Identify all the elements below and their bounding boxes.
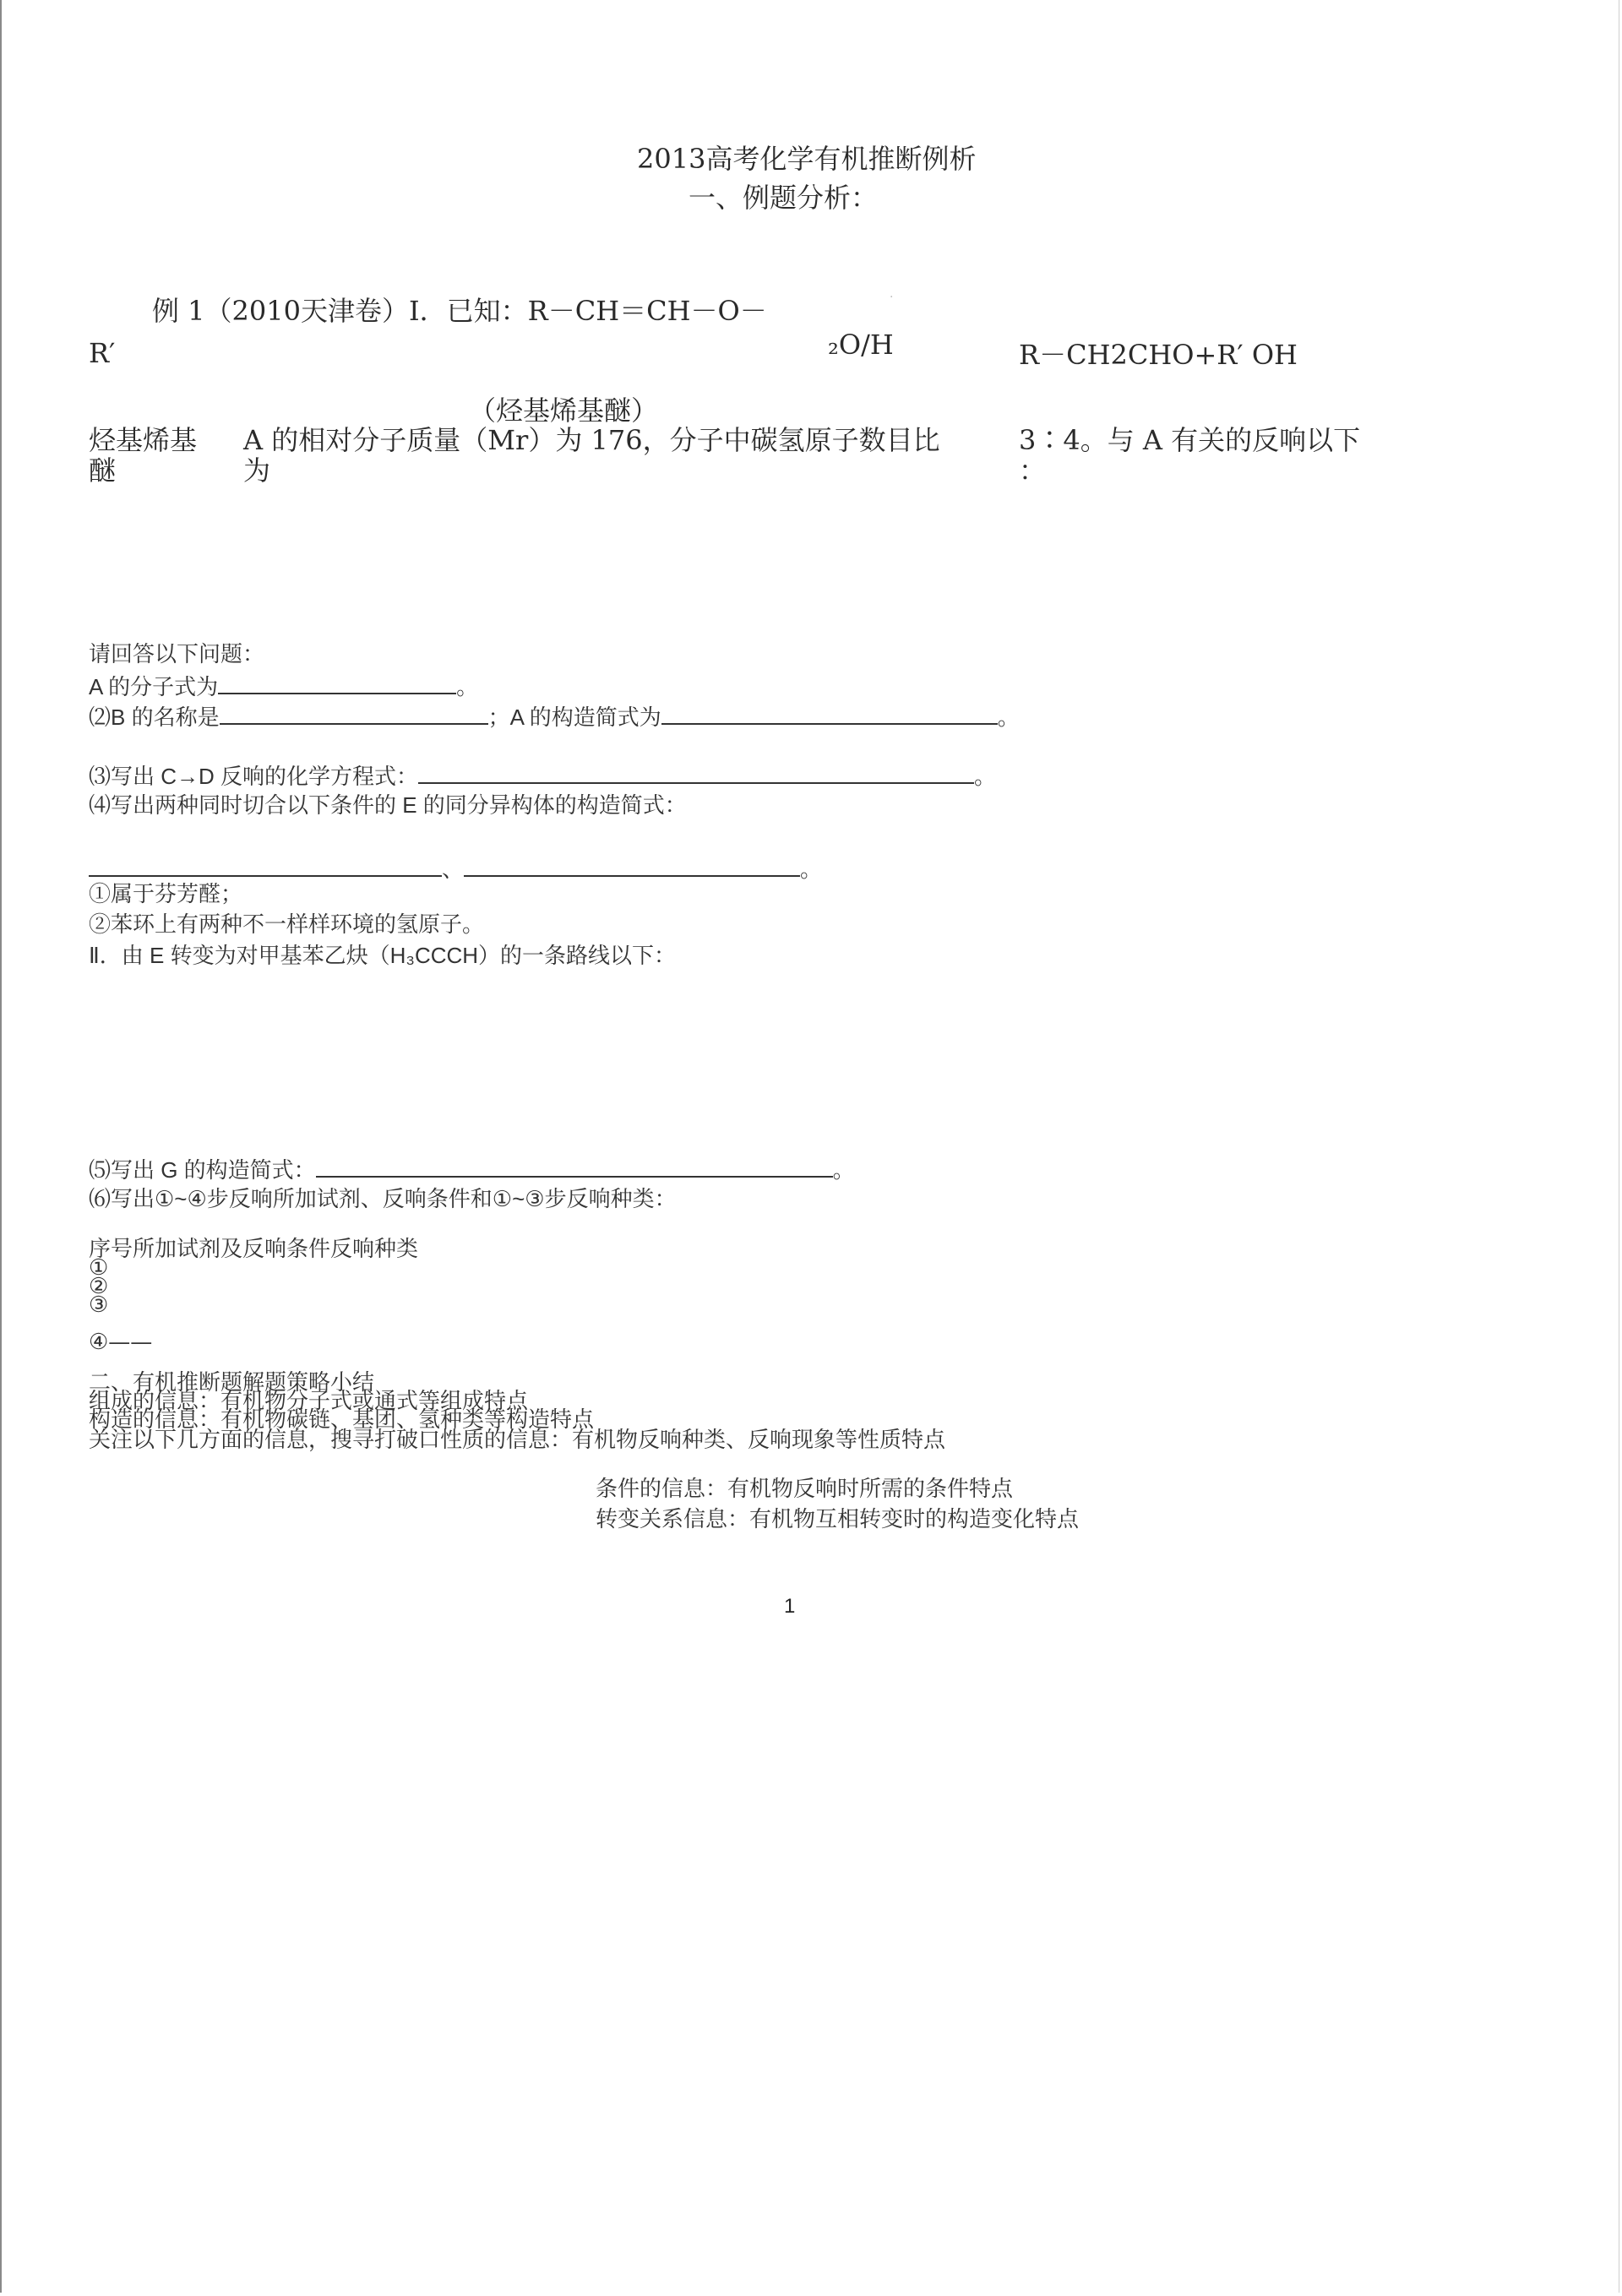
question-5-text: ⑸写出 G 的构造简式： xyxy=(89,1157,316,1183)
question-3-text: ⑶写出 C→D 反响的化学方程式： xyxy=(89,764,419,789)
questions-intro: 请回答以下问题： xyxy=(89,642,265,667)
page-number: 1 xyxy=(784,1595,796,1618)
answer-blank-2a[interactable] xyxy=(220,705,488,725)
question-6: ⑹写出①~④步反响所加试剂、反响条件和①~③步反响种类： xyxy=(89,1186,677,1211)
ether-label: （烃基烯基醚） xyxy=(469,394,659,427)
part-2-intro: Ⅱ．由 E 转变为对甲基苯乙炔（H₃CCCH）的一条路线以下： xyxy=(89,943,677,968)
reaction-product: R－CH2CHO+R′ OH xyxy=(1019,339,1298,371)
question-2-text-a: ⑵B 的名称是 xyxy=(89,705,220,730)
summary-line-transformation: 转变关系信息：有机物互相转变时的构造变化特点 xyxy=(596,1507,1080,1532)
condition-2: ②苯环上有两种不一样样环境的氢原子。 xyxy=(89,912,485,938)
section-heading-2: 二、有机推断题解题策略小结 xyxy=(89,1370,375,1396)
question-2-text-b: ；A 的构造简式为 xyxy=(487,705,661,730)
summary-line-properties: 关注以下几方面的信息，搜寻打破口性质的信息：有机物反响种类、反响现象等性质特点 xyxy=(89,1428,946,1453)
answer-blank-2b[interactable] xyxy=(661,705,998,725)
reaction-reagent: ₂O/H xyxy=(828,329,894,361)
table-row-2: ② xyxy=(89,1274,109,1299)
condition-1: ①属于芬芳醛； xyxy=(89,882,243,907)
table-row-1: ① xyxy=(89,1255,109,1281)
table-row-4: ④—— xyxy=(89,1330,153,1355)
mass-statement-line-1: A 的相对分子质量（Mr）为 176，分子中碳氢原子数目比 xyxy=(243,424,940,456)
question-4-answers: 、 。 xyxy=(89,857,822,880)
faint-mark: · xyxy=(890,291,894,304)
ether-col-line-2: 醚 xyxy=(89,454,117,487)
ether-col-line-1: 烃基烯基 xyxy=(89,424,198,456)
question-1: A 的分子式为 。 xyxy=(89,674,479,699)
question-5: ⑸写出 G 的构造简式： 。 xyxy=(89,1157,855,1183)
table-header: 序号所加试剂及反响条件反响种类 xyxy=(89,1237,419,1262)
document-title: 2013高考化学有机推断例析 xyxy=(637,143,977,175)
answer-blank-4a[interactable] xyxy=(89,857,442,877)
r-prime: R′ xyxy=(89,337,116,369)
table-row-3: ③ xyxy=(89,1292,109,1318)
answer-blank-4b[interactable] xyxy=(464,857,800,877)
mass-statement-line-2: 为 xyxy=(243,454,271,487)
summary-line-composition: 组成的信息：有机物分子式或通式等组成特点 xyxy=(89,1389,529,1414)
question-2: ⑵B 的名称是 ；A 的构造简式为 。 xyxy=(89,705,1020,730)
ratio-statement-line-1: 3∶4。与 A 有关的反响以下 xyxy=(1019,424,1361,456)
example-line-1: 例 1（2010天津卷）Ⅰ．已知：R－CH＝CH－O－ xyxy=(152,295,767,327)
question-1-text: A 的分子式为 xyxy=(89,674,219,699)
ratio-statement-line-2: ： xyxy=(1019,454,1047,487)
answer-blank-3[interactable] xyxy=(418,764,974,784)
question-4: ⑷写出两种同时切合以下条件的 E 的同分异构体的构造简式： xyxy=(89,792,687,818)
summary-line-structure: 构造的信息：有机物碳链、基团、氢种类等构造特点 xyxy=(89,1407,595,1433)
question-3: ⑶写出 C→D 反响的化学方程式： 。 xyxy=(89,764,997,789)
section-heading-1: 一、例题分析： xyxy=(689,182,879,214)
answer-blank-1[interactable] xyxy=(218,674,456,694)
summary-line-conditions: 条件的信息：有机物反响时所需的条件特点 xyxy=(596,1477,1014,1502)
answer-blank-5[interactable] xyxy=(316,1157,833,1178)
